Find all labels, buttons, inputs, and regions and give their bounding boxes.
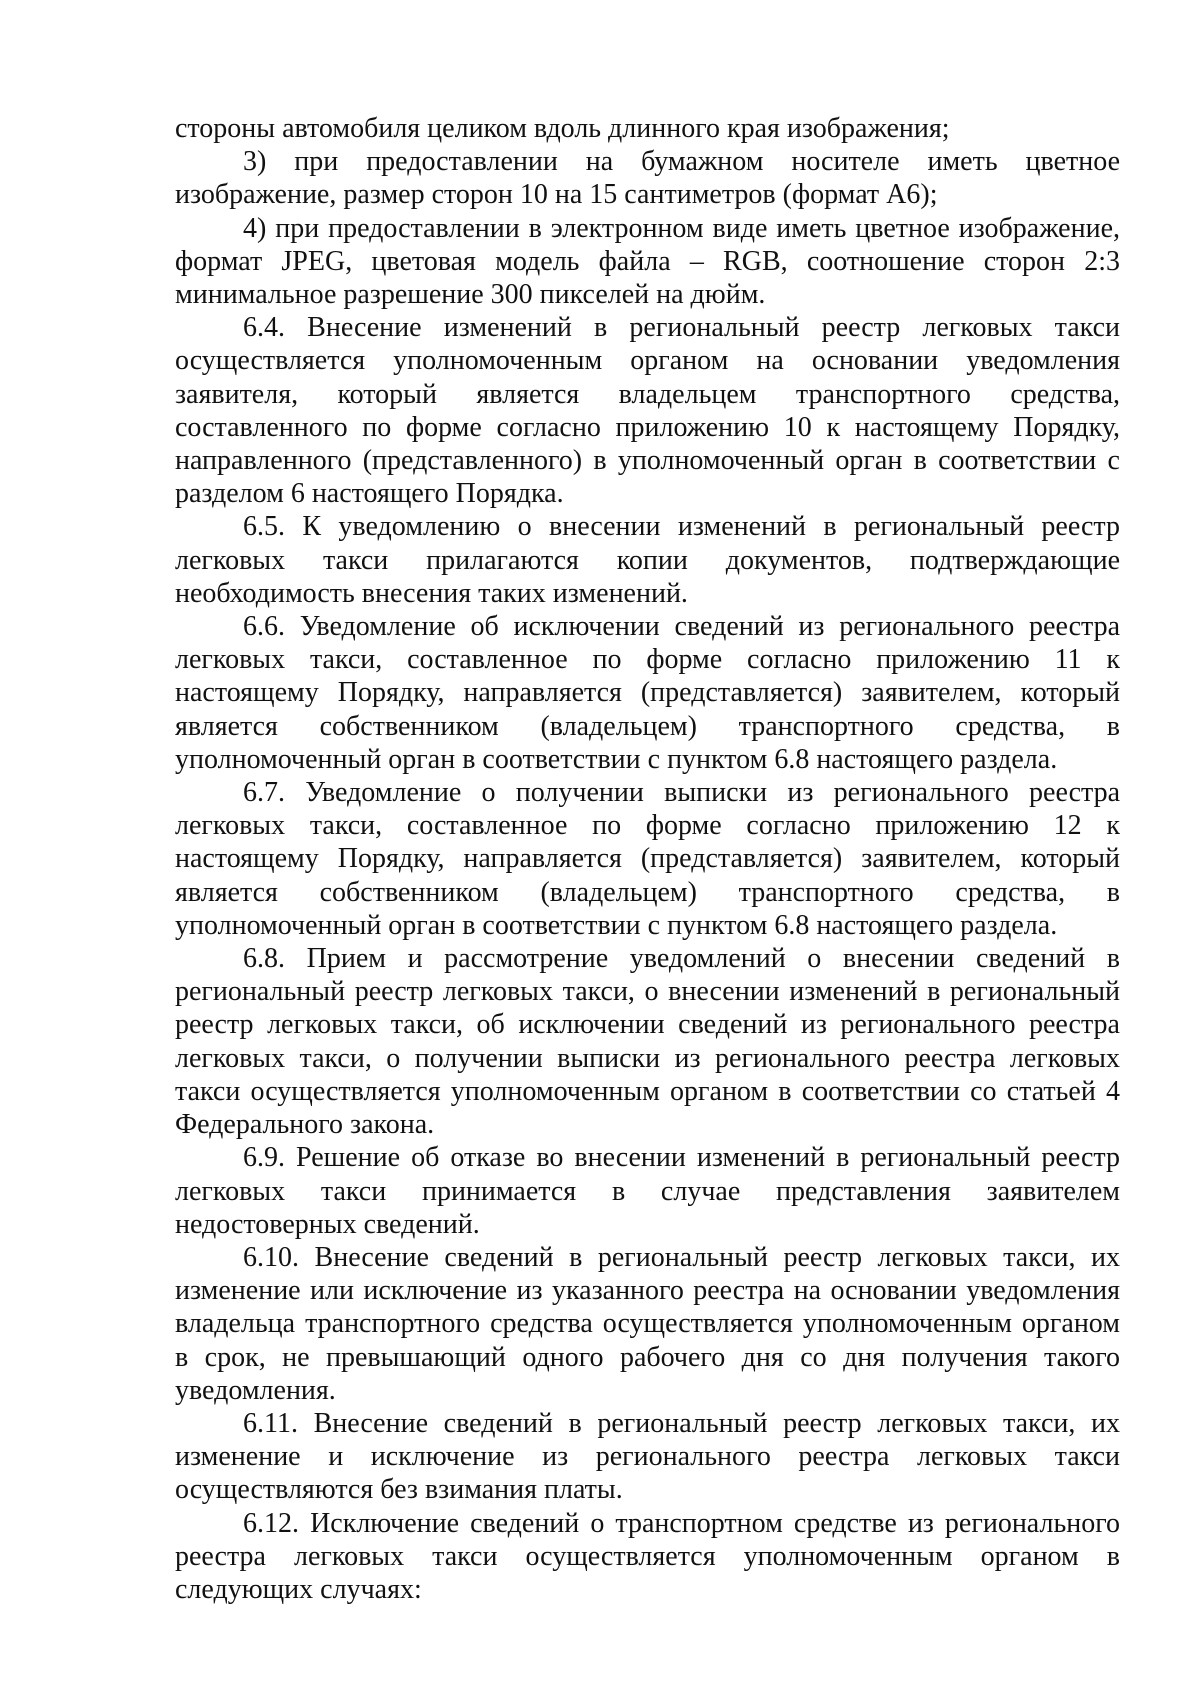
paragraph-number: 6.6. — [243, 611, 285, 643]
paragraph-number: 6.7. — [243, 777, 285, 809]
paragraph-text: Внесение сведений в региональный реестр легковых такси, их изменение и исключение из регионального реестра легковых такси осуществляются без взимания платы. — [175, 1407, 1120, 1506]
paragraph-text: Внесение сведений в региональный реестр легковых такси, их изменение или исключение из указанного реестра на основании уведомления владельца транспортного средства осуществляется уполномоченным органом в срок, не превышающий одного рабочего дня со дня получения такого уведомления. — [175, 1241, 1120, 1406]
paragraph-item-3 — [175, 145, 1120, 211]
paragraph-number: 6.5. — [243, 511, 285, 543]
paragraph-text: Внесение изменений в региональный реестр легковых такси осуществляется уполномоченным органом на основании уведомления заявителя, который является владельцем транспортного средства, составленного по форме согласно приложению 10 к настоящему Порядку, направленного (представленного) в уполномоченный орган в соответствии с разделом 6 настоящего Порядка. — [175, 312, 1120, 510]
paragraph-6-5 — [175, 510, 1120, 610]
paragraph-item-4 — [175, 212, 1120, 312]
document-page — [175, 112, 1120, 1606]
paragraph-text: Прием и рассмотрение уведомлений о внесении сведений в региональный реестр легковых такси, о внесении изменений в региональный реестр легковых такси, об исключении сведений из регионального реестра легковых такси, о получении выписки из регионального реестра легковых такси осуществляется уполномоченным органом в соответствии со статьей 4 Федерального закона. — [175, 943, 1120, 1141]
paragraph-number: 6.4. — [243, 312, 285, 344]
paragraph-6-11 — [175, 1407, 1120, 1507]
paragraph-6-4 — [175, 311, 1120, 510]
paragraph-6-9 — [175, 1141, 1120, 1241]
paragraph-number: 6.12. — [243, 1507, 299, 1539]
paragraph-number: 6.8. — [243, 943, 285, 975]
paragraph-text: К уведомлению о внесении изменений в региональный реестр легковых такси прилагаются копии документов, подтверждающие необходимость внесения таких изменений. — [175, 511, 1120, 609]
paragraph-number: 6.9. — [243, 1142, 285, 1174]
paragraph-number: 6.11. — [243, 1407, 298, 1439]
paragraph-6-8 — [175, 942, 1120, 1141]
paragraph-text: Решение об отказе во внесении изменений в региональный реестр легковых такси принимается в случае представления заявителем недостоверных сведений. — [175, 1142, 1120, 1240]
paragraph-6-6 — [175, 610, 1120, 776]
paragraph-text: Уведомление об исключении сведений из регионального реестра легковых такси, составленное по форме согласно приложению 11 к настоящему Порядку, направляется (представляется) заявителем, который является собственником (владельцем) транспортного средства, в уполномоченный орган в соответствии с пунктом 6.8 настоящего раздела. — [175, 611, 1121, 775]
paragraph-text: Исключение сведений о транспортном средстве из регионального реестра легковых такси осуществляется уполномоченным органом в следующих случаях: — [175, 1507, 1120, 1605]
paragraph-continuation — [175, 112, 1120, 145]
paragraph-number: 3) — [243, 146, 267, 178]
paragraph-number: 6.10. — [243, 1241, 299, 1273]
paragraph-text: при предоставлении в электронном виде иметь цветное изображение, формат JPEG, цветовая модель файла – RGB, соотношение сторон 2:3 минимальное разрешение 300 пикселей на дюйм. — [175, 212, 1121, 311]
paragraph-text: при предоставлении на бумажном носителе иметь цветное изображение, размер сторон 10 на 15 сантиметров (формат А6); — [175, 146, 1121, 211]
paragraph-number: 4) — [243, 212, 267, 244]
paragraph-6-10 — [175, 1241, 1120, 1407]
paragraph-text: стороны автомобиля целиком вдоль длинного края изображения; — [175, 113, 950, 144]
paragraph-6-12 — [175, 1507, 1120, 1607]
paragraph-text: Уведомление о получении выписки из регионального реестра легковых такси, составленное по форме согласно приложению 12 к настоящему Порядку, направляется (представляется) заявителем, который является собственником (владельцем) транспортного средства, в уполномоченный орган в соответствии с пунктом 6.8 настоящего раздела. — [175, 777, 1120, 941]
paragraph-6-7 — [175, 776, 1120, 942]
